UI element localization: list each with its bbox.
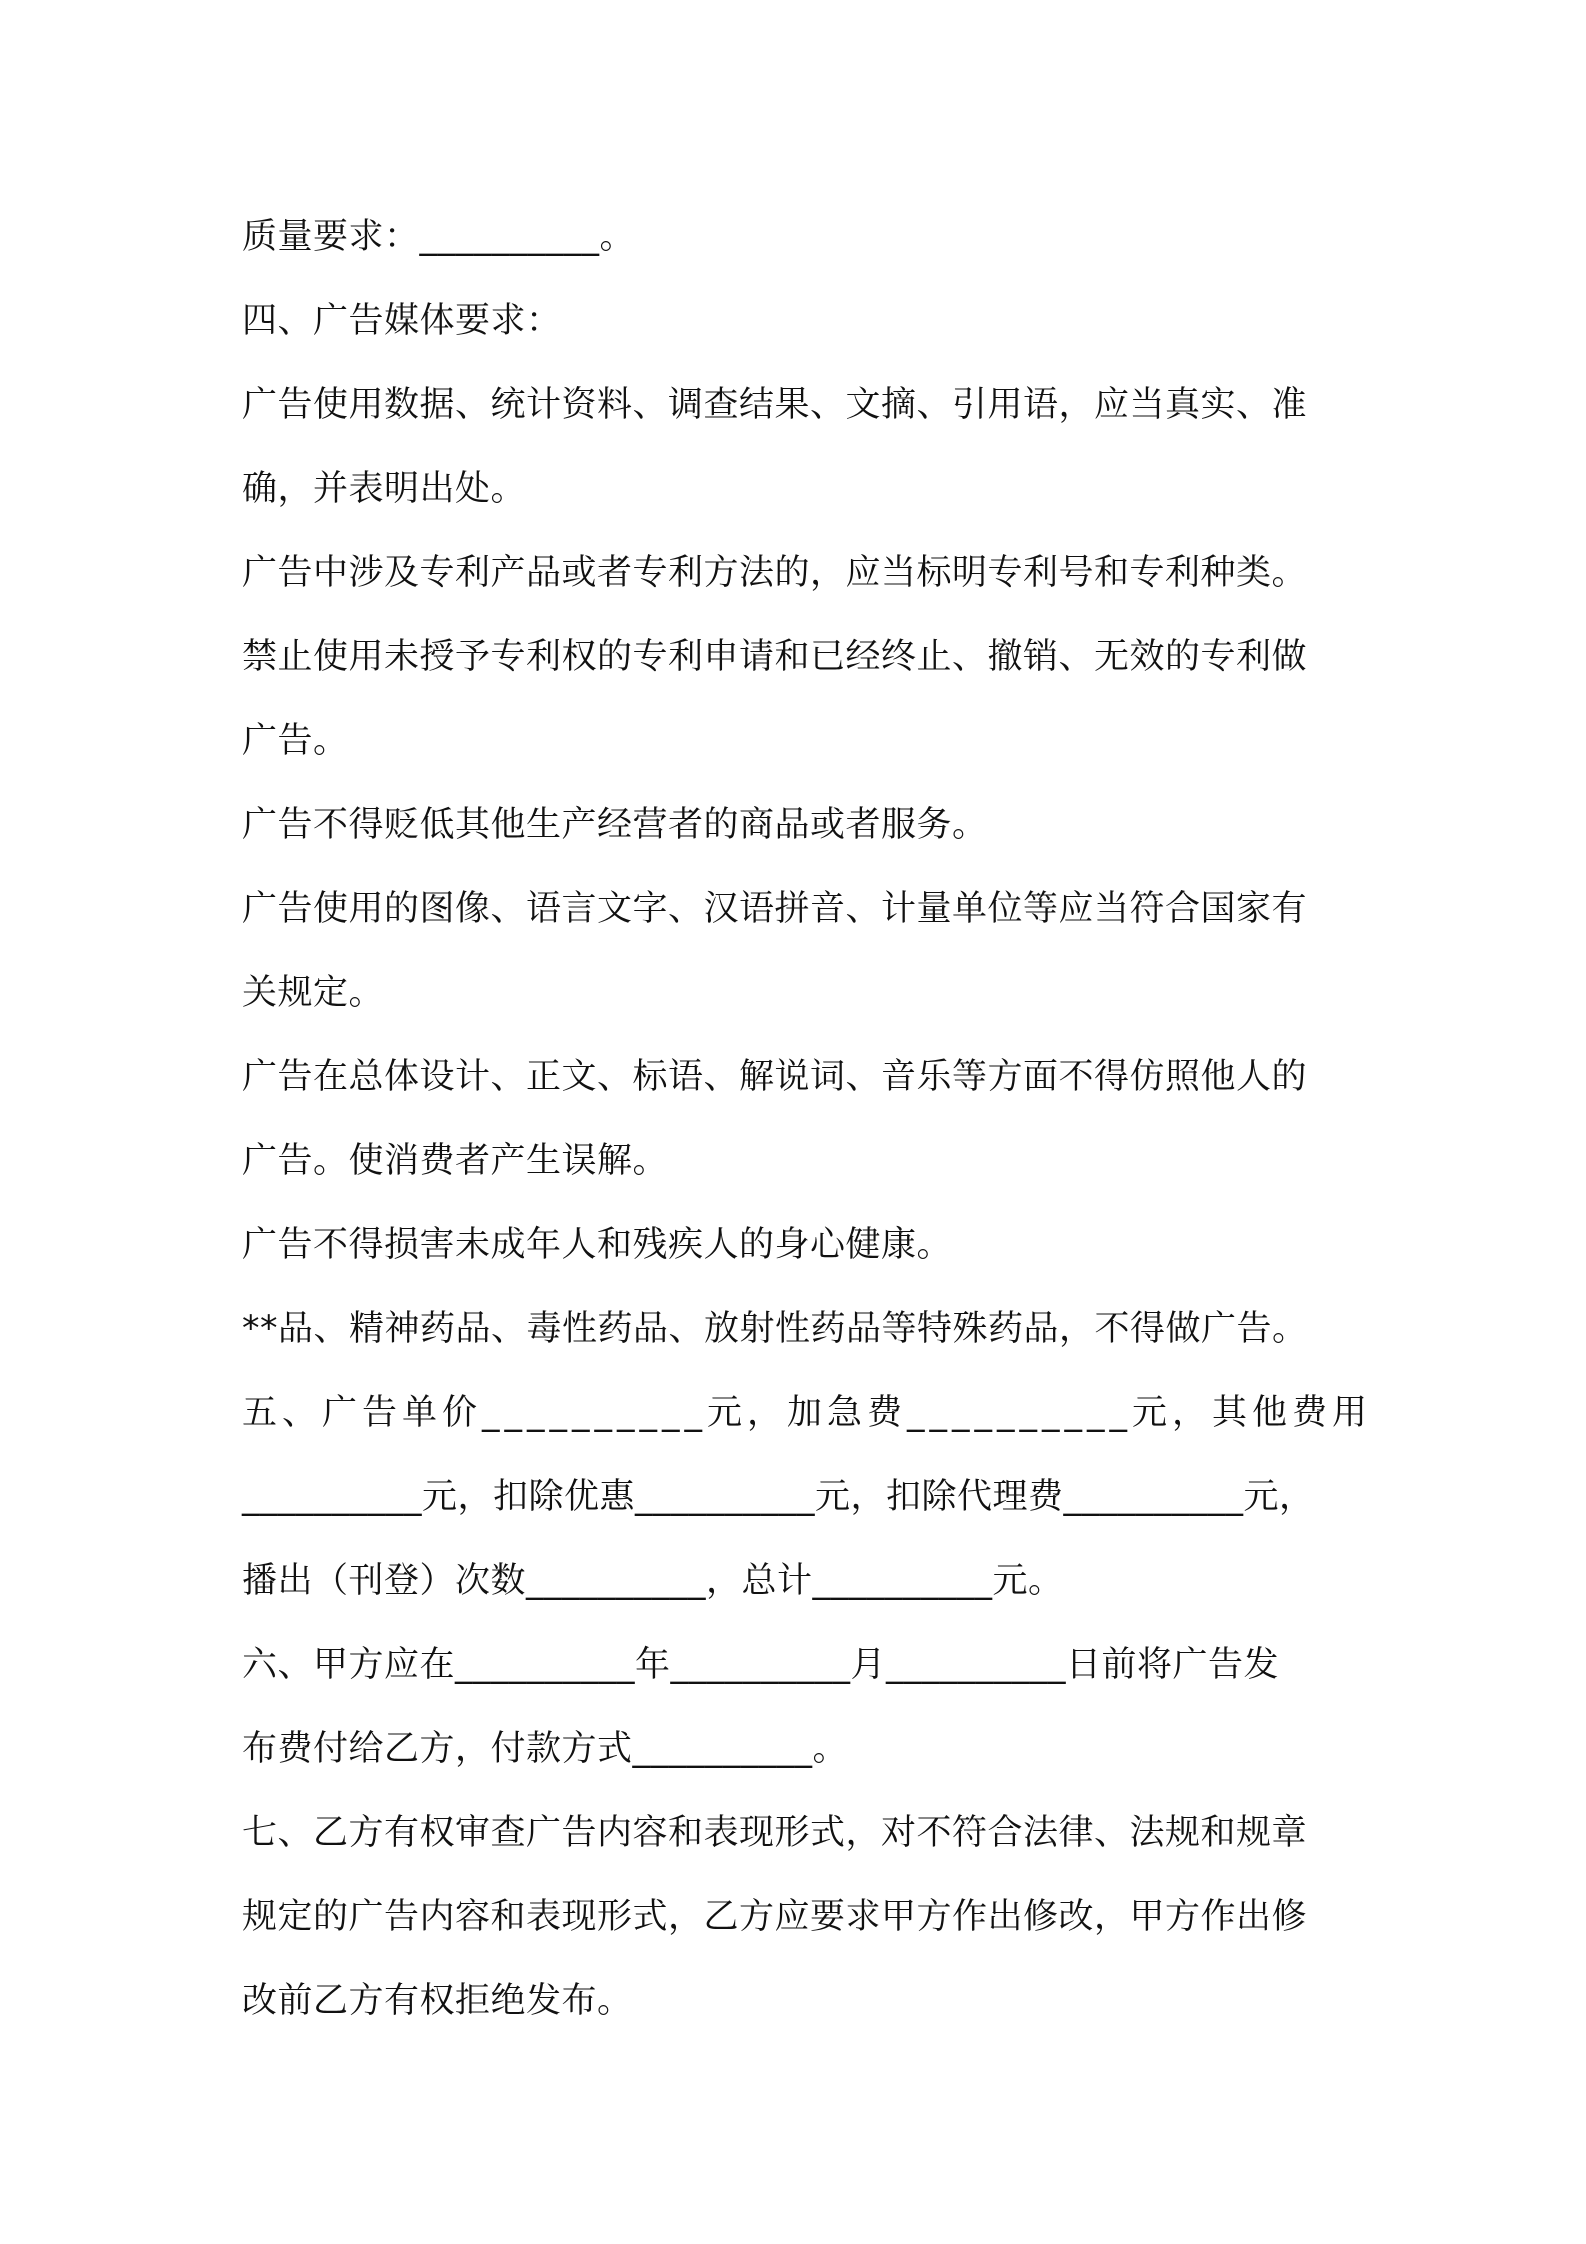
text-line: __________元，扣除优惠__________元，扣除代理费__________元， bbox=[242, 1477, 1315, 1517]
text-line: 广告在总体设计、正文、标语、解说词、音乐等方面不得仿照他人的 bbox=[242, 1057, 1308, 1097]
text-line: **品、精神药品、毒性药品、放射性药品等特殊药品，不得做广告。 bbox=[242, 1309, 1308, 1349]
text-line: 广告中涉及专利产品或者专利方法的，应当标明专利号和专利种类。 bbox=[242, 553, 1308, 593]
document-body bbox=[242, 195, 1373, 2043]
text-line: 广告。 bbox=[242, 721, 349, 761]
text-line: 广告不得贬低其他生产经营者的商品或者服务。 bbox=[242, 805, 988, 845]
text-line: 确，并表明出处。 bbox=[242, 469, 527, 509]
text-line: 广告使用的图像、语言文字、汉语拼音、计量单位等应当符合国家有 bbox=[242, 889, 1308, 929]
section-heading: 四、广告媒体要求： bbox=[242, 301, 562, 341]
text-line: 广告使用数据、统计资料、调查结果、文摘、引用语，应当真实、准 bbox=[242, 385, 1308, 425]
section-heading: 六、甲方应在__________年__________月__________日前将广告发 bbox=[242, 1645, 1280, 1685]
text-line: 播出（刊登）次数__________，总计__________元。 bbox=[242, 1561, 1064, 1601]
text-line: 规定的广告内容和表现形式，乙方应要求甲方作出修改，甲方作出修 bbox=[242, 1897, 1308, 1937]
text-line: 质量要求：__________。 bbox=[242, 217, 636, 257]
section-heading: 五、广告单价__________元，加急费__________元，其他费用 bbox=[242, 1393, 1373, 1433]
text-line: 布费付给乙方，付款方式__________。 bbox=[242, 1729, 849, 1769]
text-line: 关规定。 bbox=[242, 973, 385, 1013]
text-line: 改前乙方有权拒绝发布。 bbox=[242, 1981, 633, 2021]
text-line: 广告。使消费者产生误解。 bbox=[242, 1141, 669, 1181]
text-line: 禁止使用未授予专利权的专利申请和已经终止、撤销、无效的专利做 bbox=[242, 637, 1308, 677]
text-line: 广告不得损害未成年人和残疾人的身心健康。 bbox=[242, 1225, 953, 1265]
section-heading: 七、乙方有权审查广告内容和表现形式，对不符合法律、法规和规章 bbox=[242, 1813, 1308, 1853]
